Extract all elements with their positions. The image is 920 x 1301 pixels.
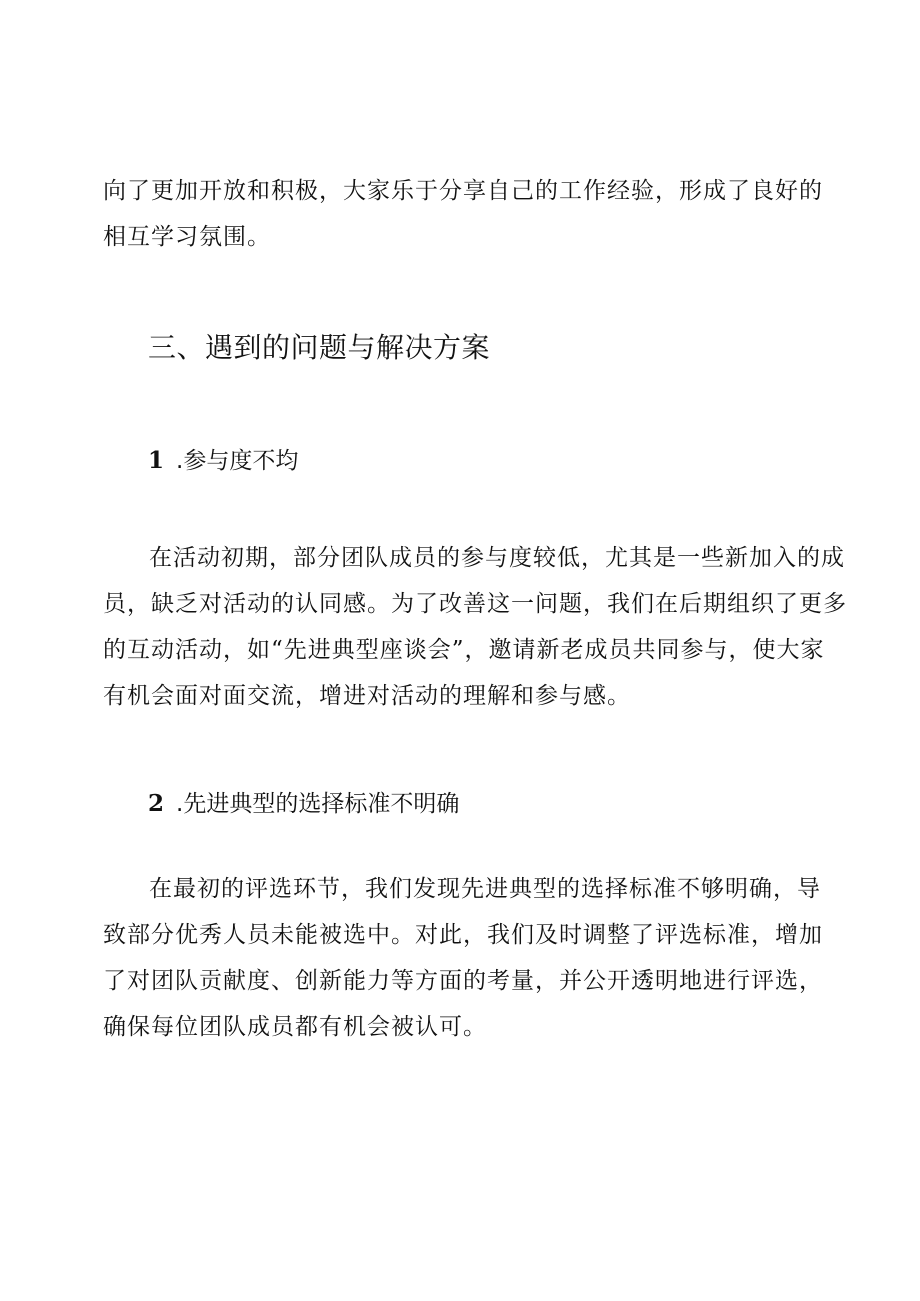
issue-title: .参与度不均 <box>176 448 299 474</box>
section-heading: 三、遇到的问题与解决方案 <box>148 331 491 364</box>
paragraph-line: 在活动初期，部分团队成员的参与度较低，尤其是一些新加入的成 <box>149 545 845 571</box>
paragraph-line: 的互动活动，如“先进典型座谈会”，邀请新老成员共同参与，使大家 <box>103 637 825 663</box>
issue-number: 1 <box>148 447 165 474</box>
paragraph-line: 相互学习氛围。 <box>103 224 271 250</box>
issue-2-heading <box>148 785 459 818</box>
issue-title: .先进典型的选择标准不明确 <box>176 791 460 817</box>
paragraph-line: 有机会面对面交流，增进对活动的理解和参与感。 <box>103 683 631 709</box>
issue-1-heading <box>148 442 298 475</box>
issue-number: 2 <box>148 790 165 817</box>
paragraph-line: 向了更加开放和积极，大家乐于分享自己的工作经验，形成了良好的 <box>103 178 823 204</box>
issue-1-paragraph <box>103 535 847 719</box>
paragraph-line: 致部分优秀人员未能被选中。对此，我们及时调整了评选标准，增加 <box>103 922 823 948</box>
continuation-paragraph <box>103 168 823 260</box>
paragraph-line: 确保每位团队成员都有机会被认可。 <box>103 1014 487 1040</box>
paragraph-line: 了对团队贡献度、创新能力等方面的考量，并公开透明地进行评选， <box>103 968 823 994</box>
paragraph-line: 在最初的评选环节，我们发现先进典型的选择标准不够明确，导 <box>149 876 821 902</box>
issue-2-paragraph <box>103 866 823 1050</box>
paragraph-line: 员，缺乏对活动的认同感。为了改善这一问题，我们在后期组织了更多 <box>103 591 847 617</box>
